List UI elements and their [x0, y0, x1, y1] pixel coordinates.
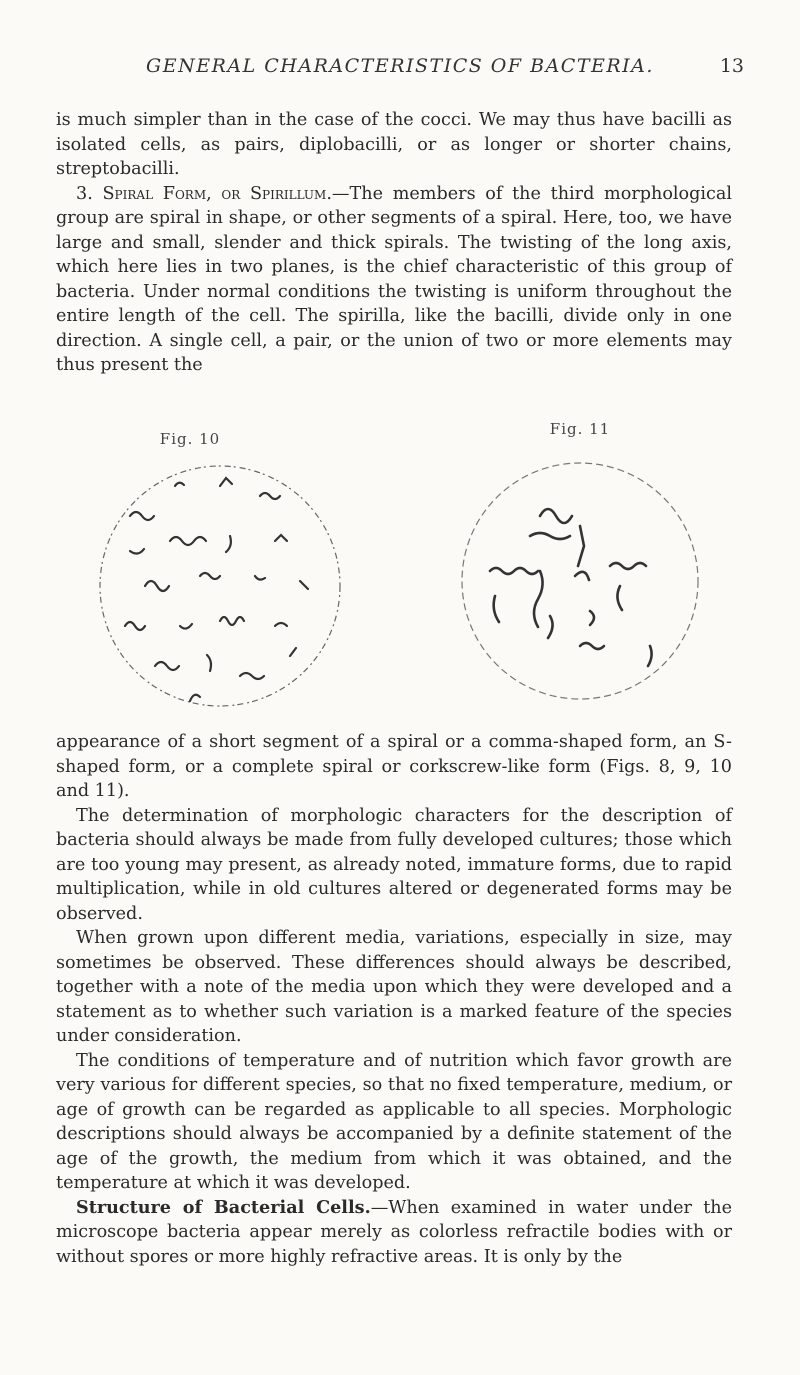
paragraph-3: When grown upon different media, variations, especially in size, may sometimes be observed. These differences should always be described, together with a note of the media upon which they were developed and a statement as to whether such variation is a marked feature of the species under consideration. — [56, 928, 732, 1046]
page-number: 13 — [719, 55, 744, 77]
figure-11-caption: Fig. 11 — [549, 420, 611, 438]
figure-10 — [70, 428, 370, 718]
top-text-block — [56, 108, 732, 378]
figure-10-caption: Fig. 10 — [159, 430, 221, 448]
continuation-paragraph: is much simpler than in the case of the cocci. We may thus have bacilli as isolated cells, as pairs, diplobacilli, or as longer or shorter chains, streptobacilli. — [56, 110, 732, 179]
running-head: GENERAL CHARACTERISTICS OF BACTERIA. — [146, 55, 654, 77]
figure-10-illustration — [70, 456, 370, 726]
page-header — [0, 55, 800, 95]
spiral-paragraph — [56, 182, 732, 378]
figure-11 — [430, 420, 730, 718]
structure-heading: Structure of Bacterial Cells. — [76, 1196, 371, 1218]
figure-11-illustration — [430, 446, 730, 716]
paragraph-1: appearance of a short segment of a spiral or a comma-shaped form, an S-shaped form, or a complete spiral or corkscrew-like form (Figs. 8, 9, 10 and 11). — [56, 732, 732, 801]
structure-paragraph — [56, 1196, 732, 1270]
spiral-text: —The members of the third morphological group are spiral in shape, or other segments of a spiral. Here, too, we have large and small, slender and thick spirals. The twisting of the long axis, which here lies in two planes, is the chief characteristic of this group of bacteria. Under normal conditions the twisting is uniform throughout the entire length of the cell. The spirilla, like the bacilli, divide only in one direction. A single cell, a pair, or the union of two or more elements may thus present the — [56, 183, 732, 375]
structure-text: —When examined in water under the microscope bacteria appear merely as colorless refractile bodies with or without spores or more highly refractive areas. It is only by the — [56, 1197, 733, 1267]
bottom-text-block — [56, 730, 732, 1269]
paragraph-4: The conditions of temperature and of nutrition which favor growth are very various for different species, so that no fixed temperature, medium, or age of growth can be regarded as applicable to all species. Morphologic descriptions should always be accompanied by a definite statement of the age of the growth, the medium from which it was obtained, and the temperature at which it was developed. — [56, 1050, 732, 1193]
paragraph-2: The determination of morphologic characters for the description of bacteria should always be made from fully developed cultures; those which are too young may present, as already noted, immature forms, due to rapid multiplication, while in old cultures altered or degenerated forms may be observed. — [56, 805, 732, 924]
spiral-heading: 3. Spiral Form, or Spirillum. — [76, 183, 332, 204]
